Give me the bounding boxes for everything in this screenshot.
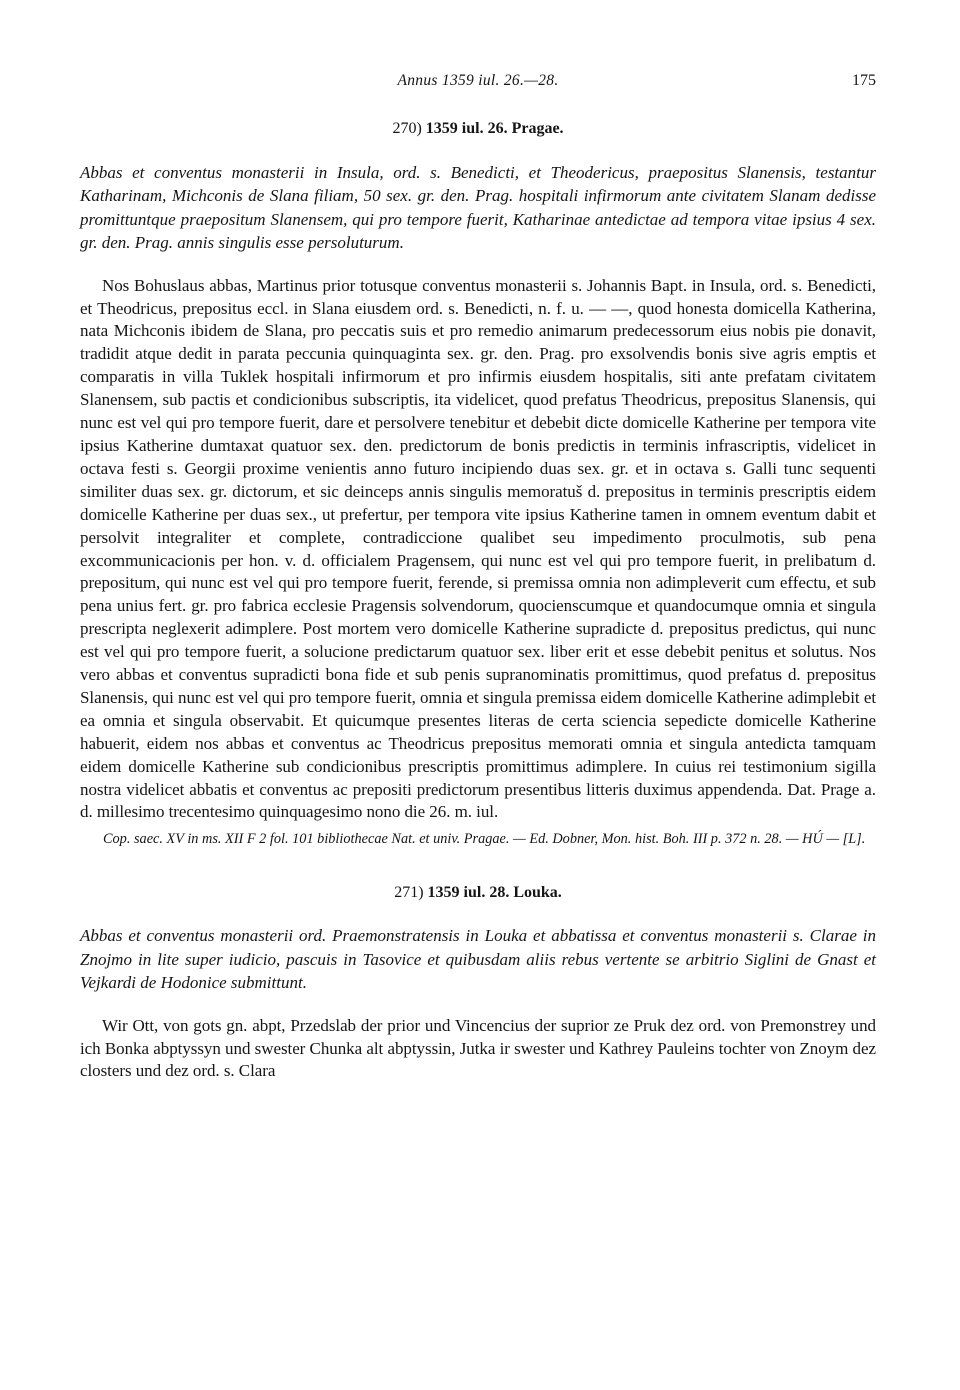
document-271-text: Wir Ott, von gots gn. abpt, Przedslab der prior und Vincencius der suprior ze Pruk dez ord. von Premonstrey und ich Bonka abptyssyn und swester Chunka alt abptyssin, Jutka ir swester und Kathrey Pauleins tochter von Znoym dez closters und dez ord. s. Clara — [80, 1015, 876, 1081]
document-270-summary: Abbas et conventus monasterii in Insula, ord. s. Benedicti, et Theodericus, praepositus Slanensis, testantur Katharinam, Michconis de Slana filiam, 50 sex. gr. den. Prag. hospitali infirmorum ante civitatem Slanam dedisse promittuntque praepositum Slanensem, qui pro tempore fuerit, Katharinae antedictae ad tempora vitae ipsius 4 sex. gr. den. Prag. annis singulis esse persoluturum. — [80, 163, 876, 253]
document-271-heading — [80, 884, 876, 902]
document-270-text: Nos Bohuslaus abbas, Martinus prior totusque conventus monasterii s. Johannis Bapt. in Insula, ord. s. Benedicti, et Theodricus, prepositus eccl. in Slana eiusdem ord. s. Benedicti, n. f. u. — —, quod honesta domicella Katherina, nata Michconis ibidem de Slana, pro peccatis suis et pro remedio animarum predecessorum eius nobis pie donavit, tradidit atque dedit in parata peccunia quinquaginta sex. gr. den. Prag. pro exsolvendis bonis sive agris emptis et comparatis in villa Tuklek hospitali infirmorum et pro infirmis eiusdem hospitalis, siti ante prefatam civitatem Slanensem, sub pactis et condicionibus subscriptis, ita videlicet, quod prefatus Theodricus, prepositus Slanensis, qui nunc est vel qui pro tempore fuerit, dare et persolvere tenebitur et debebit dicte domicelle Katherine per tempora vite ipsius Katherine dumtaxat quatuor sex. den. predictorum de bonis predictis in terminis infrascriptis, videlicet in octava festi s. Georgii proxime venientis anno futuro incipiendo duas sex. gr. et in octava s. Galli tunc sequenti similiter duas sex. gr. dictorum, et sic deinceps annis singulis memoratuš d. prepositus in terminis prescriptis eidem domicelle Katherine per duas sex., ut prefertur, per tempora vite ipsius Katherine tamen in omnem eventum dabit et persolvit integraliter et complete, contradiccione qualibet seu impedimento proculmotis, sub pena excommunicacionis per hon. v. d. officialem Pragensem, qui nunc est vel qui pro tempore fuerit, in prelibatum d. prepositum, qui nunc est vel qui pro tempore fuerit, ferende, si premissa omnia non adimpleverit cum effectu, et sub pena unius fert. gr. pro fabrica ecclesie Pragensis solvendorum, quocienscumque et quandocumque omnia et singula prescripta neglexerit adimplere. Post mortem vero domicelle Katherine supradicte d. prepositus predictus, qui nunc est vel qui pro tempore fuerit, a solucione predictarum quatuor sex. liber erit et esse debebit penitus et solutus. Nos vero abbas et conventus supradicti bona fide et sub penis supranominatis promittimus, quod prefatus d. prepositus Slanensis, qui nunc est vel qui pro tempore fuerit, omnia et singula premissa eidem domicelle Katherine adimplebit et ea omnia et singula observabit. Et quicumque presentes literas de certa sciencia sepedicte domicelle Katherine habuerit, eidem nos abbas et conventus ac Theodricus prepositus memorati omnia et singula antedicta tamquam eidem domicelle Katherine sub condicionibus prescriptis promittimus adimplere. In cuius rei testimonium sigilla nostra videlicet abbatis et conventus ac prepositi predictorum presentibus litteris duximus appendenda. Dat. Prage a. d. millesimo trecentesimo quinquagesimo nono die 26. m. iul. — [80, 275, 876, 822]
document-271-number: 271) — [394, 884, 424, 902]
document-270-date-place: 1359 iul. 26. Pragae. — [425, 120, 564, 137]
document-270-number: 270) — [392, 120, 422, 137]
page-number: 175 — [852, 72, 876, 89]
document-270-source-note: Cop. saec. XV in ms. XII F 2 fol. 101 bibliothecae Nat. et univ. Pragae. — Ed. Dobner, Mon. hist. Boh. III p. 372 n. 28. — HÚ — [L]. — [103, 831, 866, 848]
document-270-heading — [80, 120, 876, 138]
running-head-title: Annus 1359 iul. 26.—28. — [397, 72, 559, 89]
document-271-summary: Abbas et conventus monasterii ord. Praemonstratensis in Louka et abbatissa et conventus monasterii s. Clarae in Znojmo in lite super iudicio, pascuis in Tasovice et quibusdam aliis rebus vertente se arbitrio Siglini de Gnast et Vejkardi de Hodonice submittunt. — [80, 926, 876, 993]
document-page — [80, 72, 876, 1083]
running-head — [80, 72, 876, 98]
document-271-date-place: 1359 iul. 28. Louka. — [427, 884, 562, 902]
